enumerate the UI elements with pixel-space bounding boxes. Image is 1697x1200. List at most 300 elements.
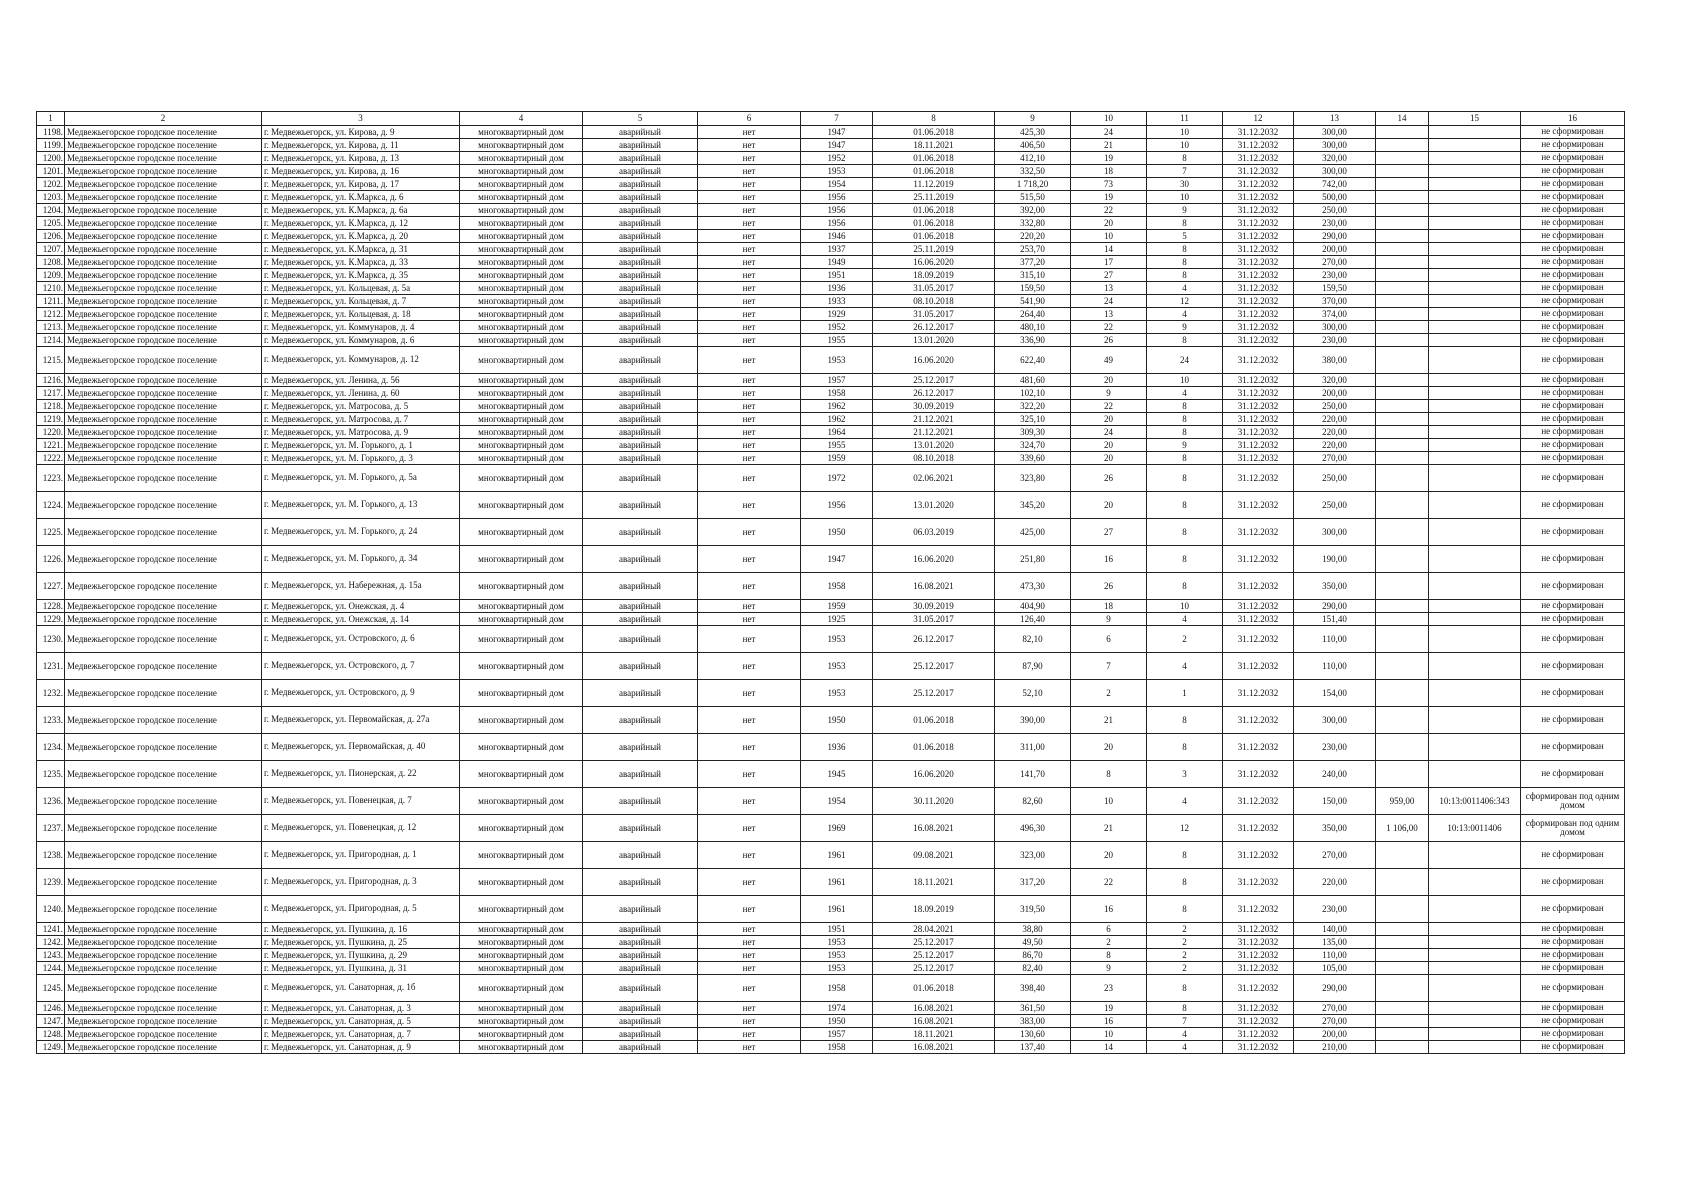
table-row (37, 256, 1625, 269)
apartments-cell: 8 (1147, 896, 1223, 923)
object-type-cell: многоквартирный дом (460, 680, 583, 707)
recognition-date-cell: 02.06.2021 (873, 465, 995, 492)
apartments-cell: 24 (1147, 347, 1223, 374)
resettlement-deadline-cell: 31.12.2032 (1223, 334, 1294, 347)
residents-cell: 2 (1071, 936, 1147, 949)
area-cell: 406,50 (995, 139, 1071, 152)
area-cell: 332,80 (995, 217, 1071, 230)
resettlement-deadline-cell: 31.12.2032 (1223, 734, 1294, 761)
area-cell: 392,00 (995, 204, 1071, 217)
year-built-cell: 1936 (801, 282, 873, 295)
year-built-cell: 1949 (801, 256, 873, 269)
land-area-cell (1376, 321, 1429, 334)
residents-cell: 10 (1071, 788, 1147, 815)
flag-cell: нет (698, 975, 801, 1002)
housing-register-table (36, 111, 1625, 1054)
land-status-cell: не сформирован (1521, 653, 1625, 680)
recognition-date-cell: 30.09.2019 (873, 400, 995, 413)
area-cell: 481,60 (995, 374, 1071, 387)
row-number-cell: 1205. (37, 217, 65, 230)
land-value-cell: 230,00 (1294, 334, 1376, 347)
area-cell: 315,10 (995, 269, 1071, 282)
recognition-date-cell: 18.09.2019 (873, 269, 995, 282)
residents-cell: 20 (1071, 217, 1147, 230)
apartments-cell: 10 (1147, 191, 1223, 204)
land-value-cell: 320,00 (1294, 152, 1376, 165)
apartments-cell: 4 (1147, 1041, 1223, 1054)
address-cell: г. Медвежьегорск, ул. Санаторная, д. 5 (262, 1015, 460, 1028)
settlement-cell: Медвежьегорское городское поселение (65, 975, 262, 1002)
cadastral-number-cell (1429, 126, 1521, 139)
resettlement-deadline-cell: 31.12.2032 (1223, 152, 1294, 165)
area-cell: 264,40 (995, 308, 1071, 321)
flag-cell: нет (698, 788, 801, 815)
land-status-cell: не сформирован (1521, 334, 1625, 347)
recognition-date-cell: 13.01.2020 (873, 492, 995, 519)
condition-cell: аварийный (583, 243, 698, 256)
land-area-cell: 1 106,00 (1376, 815, 1429, 842)
resettlement-deadline-cell: 31.12.2032 (1223, 923, 1294, 936)
row-number-cell: 1227. (37, 573, 65, 600)
flag-cell: нет (698, 439, 801, 452)
flag-cell: нет (698, 896, 801, 923)
year-built-cell: 1957 (801, 1028, 873, 1041)
address-cell: г. Медвежьегорск, ул. К.Маркса, д. 33 (262, 256, 460, 269)
land-status-cell: сформирован под одним домом (1521, 788, 1625, 815)
land-area-cell (1376, 707, 1429, 734)
land-status-cell: не сформирован (1521, 243, 1625, 256)
table-row (37, 139, 1625, 152)
land-status-cell: не сформирован (1521, 347, 1625, 374)
condition-cell: аварийный (583, 1002, 698, 1015)
land-status-cell: не сформирован (1521, 923, 1625, 936)
cadastral-number-cell (1429, 1015, 1521, 1028)
land-area-cell (1376, 962, 1429, 975)
object-type-cell: многоквартирный дом (460, 1028, 583, 1041)
residents-cell: 21 (1071, 139, 1147, 152)
resettlement-deadline-cell: 31.12.2032 (1223, 707, 1294, 734)
object-type-cell: многоквартирный дом (460, 962, 583, 975)
land-status-cell: не сформирован (1521, 546, 1625, 573)
area-cell: 361,50 (995, 1002, 1071, 1015)
object-type-cell: многоквартирный дом (460, 400, 583, 413)
object-type-cell: многоквартирный дом (460, 413, 583, 426)
land-value-cell: 300,00 (1294, 519, 1376, 546)
address-cell: г. Медвежьегорск, ул. Коммунаров, д. 12 (262, 347, 460, 374)
recognition-date-cell: 16.06.2020 (873, 761, 995, 788)
land-area-cell (1376, 936, 1429, 949)
year-built-cell: 1947 (801, 139, 873, 152)
table-row (37, 465, 1625, 492)
recognition-date-cell: 16.08.2021 (873, 573, 995, 600)
area-cell: 52,10 (995, 680, 1071, 707)
residents-cell: 23 (1071, 975, 1147, 1002)
table-row (37, 1015, 1625, 1028)
row-number-cell: 1225. (37, 519, 65, 546)
row-number-cell: 1223. (37, 465, 65, 492)
row-number-cell: 1220. (37, 426, 65, 439)
address-cell: г. Медвежьегорск, ул. Онежская, д. 4 (262, 600, 460, 613)
condition-cell: аварийный (583, 949, 698, 962)
object-type-cell: многоквартирный дом (460, 519, 583, 546)
land-value-cell: 190,00 (1294, 546, 1376, 573)
condition-cell: аварийный (583, 1041, 698, 1054)
land-area-cell (1376, 165, 1429, 178)
residents-cell: 6 (1071, 923, 1147, 936)
address-cell: г. Медвежьегорск, ул. М. Горького, д. 5а (262, 465, 460, 492)
table-row (37, 347, 1625, 374)
land-area-cell (1376, 613, 1429, 626)
table-row (37, 217, 1625, 230)
table-row (37, 230, 1625, 243)
table-row (37, 426, 1625, 439)
residents-cell: 18 (1071, 600, 1147, 613)
condition-cell: аварийный (583, 374, 698, 387)
resettlement-deadline-cell: 31.12.2032 (1223, 139, 1294, 152)
table-row (37, 152, 1625, 165)
condition-cell: аварийный (583, 400, 698, 413)
recognition-date-cell: 06.03.2019 (873, 519, 995, 546)
settlement-cell: Медвежьегорское городское поселение (65, 282, 262, 295)
condition-cell: аварийный (583, 347, 698, 374)
condition-cell: аварийный (583, 680, 698, 707)
apartments-cell: 4 (1147, 282, 1223, 295)
land-value-cell: 500,00 (1294, 191, 1376, 204)
resettlement-deadline-cell: 31.12.2032 (1223, 217, 1294, 230)
recognition-date-cell: 01.06.2018 (873, 975, 995, 1002)
land-status-cell: не сформирован (1521, 869, 1625, 896)
apartments-cell: 12 (1147, 815, 1223, 842)
area-cell: 390,00 (995, 707, 1071, 734)
land-status-cell: не сформирован (1521, 139, 1625, 152)
area-cell: 159,50 (995, 282, 1071, 295)
table-row (37, 761, 1625, 788)
recognition-date-cell: 25.12.2017 (873, 949, 995, 962)
table-row (37, 243, 1625, 256)
area-cell: 332,50 (995, 165, 1071, 178)
flag-cell: нет (698, 1041, 801, 1054)
land-status-cell: не сформирован (1521, 962, 1625, 975)
apartments-cell: 2 (1147, 923, 1223, 936)
condition-cell: аварийный (583, 452, 698, 465)
apartments-cell: 5 (1147, 230, 1223, 243)
settlement-cell: Медвежьегорское городское поселение (65, 204, 262, 217)
residents-cell: 24 (1071, 126, 1147, 139)
address-cell: г. Медвежьегорск, ул. Санаторная, д. 9 (262, 1041, 460, 1054)
recognition-date-cell: 31.05.2017 (873, 613, 995, 626)
recognition-date-cell: 16.08.2021 (873, 1041, 995, 1054)
land-area-cell (1376, 308, 1429, 321)
condition-cell: аварийный (583, 600, 698, 613)
resettlement-deadline-cell: 31.12.2032 (1223, 936, 1294, 949)
row-number-cell: 1202. (37, 178, 65, 191)
land-status-cell: не сформирован (1521, 413, 1625, 426)
address-cell: г. Медвежьегорск, ул. Островского, д. 6 (262, 626, 460, 653)
apartments-cell: 10 (1147, 600, 1223, 613)
land-value-cell: 300,00 (1294, 126, 1376, 139)
land-status-cell: не сформирован (1521, 600, 1625, 613)
object-type-cell: многоквартирный дом (460, 492, 583, 519)
settlement-cell: Медвежьегорское городское поселение (65, 613, 262, 626)
settlement-cell: Медвежьегорское городское поселение (65, 178, 262, 191)
object-type-cell: многоквартирный дом (460, 1015, 583, 1028)
residents-cell: 20 (1071, 492, 1147, 519)
resettlement-deadline-cell: 31.12.2032 (1223, 400, 1294, 413)
apartments-cell: 1 (1147, 680, 1223, 707)
area-cell: 398,40 (995, 975, 1071, 1002)
land-value-cell: 154,00 (1294, 680, 1376, 707)
land-area-cell (1376, 975, 1429, 1002)
flag-cell: нет (698, 165, 801, 178)
area-cell: 496,30 (995, 815, 1071, 842)
resettlement-deadline-cell: 31.12.2032 (1223, 761, 1294, 788)
land-value-cell: 110,00 (1294, 949, 1376, 962)
area-cell: 425,00 (995, 519, 1071, 546)
row-number-cell: 1199. (37, 139, 65, 152)
residents-cell: 27 (1071, 519, 1147, 546)
address-cell: г. Медвежьегорск, ул. Кирова, д. 9 (262, 126, 460, 139)
land-area-cell (1376, 546, 1429, 573)
address-cell: г. Медвежьегорск, ул. Пригородная, д. 5 (262, 896, 460, 923)
land-area-cell: 959,00 (1376, 788, 1429, 815)
land-value-cell: 230,00 (1294, 269, 1376, 282)
land-status-cell: не сформирован (1521, 452, 1625, 465)
object-type-cell: многоквартирный дом (460, 426, 583, 439)
table-row (37, 949, 1625, 962)
cadastral-number-cell (1429, 1028, 1521, 1041)
resettlement-deadline-cell: 31.12.2032 (1223, 842, 1294, 869)
apartments-cell: 8 (1147, 707, 1223, 734)
area-cell: 323,80 (995, 465, 1071, 492)
cadastral-number-cell (1429, 295, 1521, 308)
residents-cell: 26 (1071, 334, 1147, 347)
address-cell: г. Медвежьегорск, ул. Пушкина, д. 31 (262, 962, 460, 975)
apartments-cell: 10 (1147, 374, 1223, 387)
object-type-cell: многоквартирный дом (460, 321, 583, 334)
settlement-cell: Медвежьегорское городское поселение (65, 936, 262, 949)
table-row (37, 282, 1625, 295)
cadastral-number-cell (1429, 842, 1521, 869)
area-cell: 87,90 (995, 653, 1071, 680)
object-type-cell: многоквартирный дом (460, 204, 583, 217)
flag-cell: нет (698, 936, 801, 949)
land-status-cell: не сформирован (1521, 387, 1625, 400)
cadastral-number-cell (1429, 400, 1521, 413)
object-type-cell: многоквартирный дом (460, 626, 583, 653)
table-row (37, 178, 1625, 191)
land-area-cell (1376, 949, 1429, 962)
settlement-cell: Медвежьегорское городское поселение (65, 1002, 262, 1015)
resettlement-deadline-cell: 31.12.2032 (1223, 519, 1294, 546)
apartments-cell: 12 (1147, 295, 1223, 308)
area-cell: 1 718,20 (995, 178, 1071, 191)
year-built-cell: 1950 (801, 707, 873, 734)
table-row (37, 869, 1625, 896)
flag-cell: нет (698, 413, 801, 426)
apartments-cell: 4 (1147, 653, 1223, 680)
row-number-cell: 1249. (37, 1041, 65, 1054)
object-type-cell: многоквартирный дом (460, 295, 583, 308)
address-cell: г. Медвежьегорск, ул. Кирова, д. 17 (262, 178, 460, 191)
condition-cell: аварийный (583, 321, 698, 334)
land-value-cell: 250,00 (1294, 204, 1376, 217)
table-row (37, 788, 1625, 815)
cadastral-number-cell (1429, 1041, 1521, 1054)
row-number-cell: 1198. (37, 126, 65, 139)
land-value-cell: 151,40 (1294, 613, 1376, 626)
land-status-cell: не сформирован (1521, 1041, 1625, 1054)
settlement-cell: Медвежьегорское городское поселение (65, 413, 262, 426)
column-number: 9 (995, 112, 1071, 126)
flag-cell: нет (698, 295, 801, 308)
land-value-cell: 320,00 (1294, 374, 1376, 387)
column-number: 2 (65, 112, 262, 126)
land-area-cell (1376, 413, 1429, 426)
address-cell: г. Медвежьегорск, ул. Набережная, д. 15а (262, 573, 460, 600)
cadastral-number-cell (1429, 165, 1521, 178)
row-number-cell: 1218. (37, 400, 65, 413)
cadastral-number-cell (1429, 707, 1521, 734)
resettlement-deadline-cell: 31.12.2032 (1223, 439, 1294, 452)
settlement-cell: Медвежьегорское городское поселение (65, 230, 262, 243)
land-value-cell: 370,00 (1294, 295, 1376, 308)
resettlement-deadline-cell: 31.12.2032 (1223, 178, 1294, 191)
settlement-cell: Медвежьегорское городское поселение (65, 295, 262, 308)
year-built-cell: 1925 (801, 613, 873, 626)
land-value-cell: 380,00 (1294, 347, 1376, 374)
cadastral-number-cell (1429, 282, 1521, 295)
settlement-cell: Медвежьегорское городское поселение (65, 243, 262, 256)
condition-cell: аварийный (583, 815, 698, 842)
row-number-cell: 1228. (37, 600, 65, 613)
resettlement-deadline-cell: 31.12.2032 (1223, 308, 1294, 321)
address-cell: г. Медвежьегорск, ул. Первомайская, д. 27а (262, 707, 460, 734)
object-type-cell: многоквартирный дом (460, 761, 583, 788)
land-value-cell: 135,00 (1294, 936, 1376, 949)
flag-cell: нет (698, 1002, 801, 1015)
land-area-cell (1376, 126, 1429, 139)
address-cell: г. Медвежьегорск, ул. Кольцевая, д. 18 (262, 308, 460, 321)
flag-cell: нет (698, 452, 801, 465)
year-built-cell: 1964 (801, 426, 873, 439)
cadastral-number-cell (1429, 152, 1521, 165)
land-area-cell (1376, 387, 1429, 400)
apartments-cell: 4 (1147, 308, 1223, 321)
condition-cell: аварийный (583, 387, 698, 400)
row-number-cell: 1246. (37, 1002, 65, 1015)
land-area-cell (1376, 269, 1429, 282)
recognition-date-cell: 09.08.2021 (873, 842, 995, 869)
condition-cell: аварийный (583, 269, 698, 282)
apartments-cell: 4 (1147, 613, 1223, 626)
land-status-cell: сформирован под одним домом (1521, 815, 1625, 842)
table-row (37, 439, 1625, 452)
residents-cell: 27 (1071, 269, 1147, 282)
table-row (37, 126, 1625, 139)
land-status-cell: не сформирован (1521, 613, 1625, 626)
apartments-cell: 2 (1147, 936, 1223, 949)
apartments-cell: 8 (1147, 452, 1223, 465)
resettlement-deadline-cell: 31.12.2032 (1223, 788, 1294, 815)
land-area-cell (1376, 492, 1429, 519)
object-type-cell: многоквартирный дом (460, 152, 583, 165)
object-type-cell: многоквартирный дом (460, 896, 583, 923)
land-value-cell: 290,00 (1294, 975, 1376, 1002)
apartments-cell: 9 (1147, 439, 1223, 452)
year-built-cell: 1951 (801, 269, 873, 282)
row-number-cell: 1241. (37, 923, 65, 936)
settlement-cell: Медвежьегорское городское поселение (65, 1041, 262, 1054)
settlement-cell: Медвежьегорское городское поселение (65, 761, 262, 788)
residents-cell: 16 (1071, 1015, 1147, 1028)
cadastral-number-cell (1429, 975, 1521, 1002)
table-row (37, 680, 1625, 707)
table-row (37, 321, 1625, 334)
flag-cell: нет (698, 139, 801, 152)
area-cell: 325,10 (995, 413, 1071, 426)
year-built-cell: 1953 (801, 626, 873, 653)
land-area-cell (1376, 439, 1429, 452)
residents-cell: 22 (1071, 204, 1147, 217)
cadastral-number-cell (1429, 217, 1521, 230)
land-value-cell: 742,00 (1294, 178, 1376, 191)
settlement-cell: Медвежьегорское городское поселение (65, 573, 262, 600)
address-cell: г. Медвежьегорск, ул. Островского, д. 9 (262, 680, 460, 707)
flag-cell: нет (698, 374, 801, 387)
area-cell: 323,00 (995, 842, 1071, 869)
flag-cell: нет (698, 204, 801, 217)
settlement-cell: Медвежьегорское городское поселение (65, 334, 262, 347)
cadastral-number-cell (1429, 734, 1521, 761)
flag-cell: нет (698, 707, 801, 734)
land-area-cell (1376, 139, 1429, 152)
table-row (37, 165, 1625, 178)
recognition-date-cell: 01.06.2018 (873, 152, 995, 165)
land-status-cell: не сформирован (1521, 152, 1625, 165)
cadastral-number-cell (1429, 1002, 1521, 1015)
table-row (37, 1028, 1625, 1041)
apartments-cell: 8 (1147, 1002, 1223, 1015)
address-cell: г. Медвежьегорск, ул. Пушкина, д. 29 (262, 949, 460, 962)
apartments-cell: 7 (1147, 165, 1223, 178)
condition-cell: аварийный (583, 573, 698, 600)
year-built-cell: 1947 (801, 546, 873, 573)
land-area-cell (1376, 204, 1429, 217)
land-area-cell (1376, 680, 1429, 707)
residents-cell: 2 (1071, 680, 1147, 707)
address-cell: г. Медвежьегорск, ул. Пушкина, д. 16 (262, 923, 460, 936)
land-value-cell: 105,00 (1294, 962, 1376, 975)
land-value-cell: 110,00 (1294, 653, 1376, 680)
settlement-cell: Медвежьегорское городское поселение (65, 896, 262, 923)
row-number-cell: 1248. (37, 1028, 65, 1041)
row-number-cell: 1226. (37, 546, 65, 573)
land-area-cell (1376, 519, 1429, 546)
land-status-cell: не сформирован (1521, 734, 1625, 761)
object-type-cell: многоквартирный дом (460, 126, 583, 139)
column-number: 16 (1521, 112, 1625, 126)
object-type-cell: многоквартирный дом (460, 1041, 583, 1054)
apartments-cell: 4 (1147, 1028, 1223, 1041)
land-status-cell: не сформирован (1521, 1028, 1625, 1041)
address-cell: г. Медвежьегорск, ул. Матросова, д. 7 (262, 413, 460, 426)
resettlement-deadline-cell: 31.12.2032 (1223, 573, 1294, 600)
recognition-date-cell: 01.06.2018 (873, 126, 995, 139)
resettlement-deadline-cell: 31.12.2032 (1223, 869, 1294, 896)
row-number-cell: 1222. (37, 452, 65, 465)
condition-cell: аварийный (583, 413, 698, 426)
residents-cell: 20 (1071, 452, 1147, 465)
